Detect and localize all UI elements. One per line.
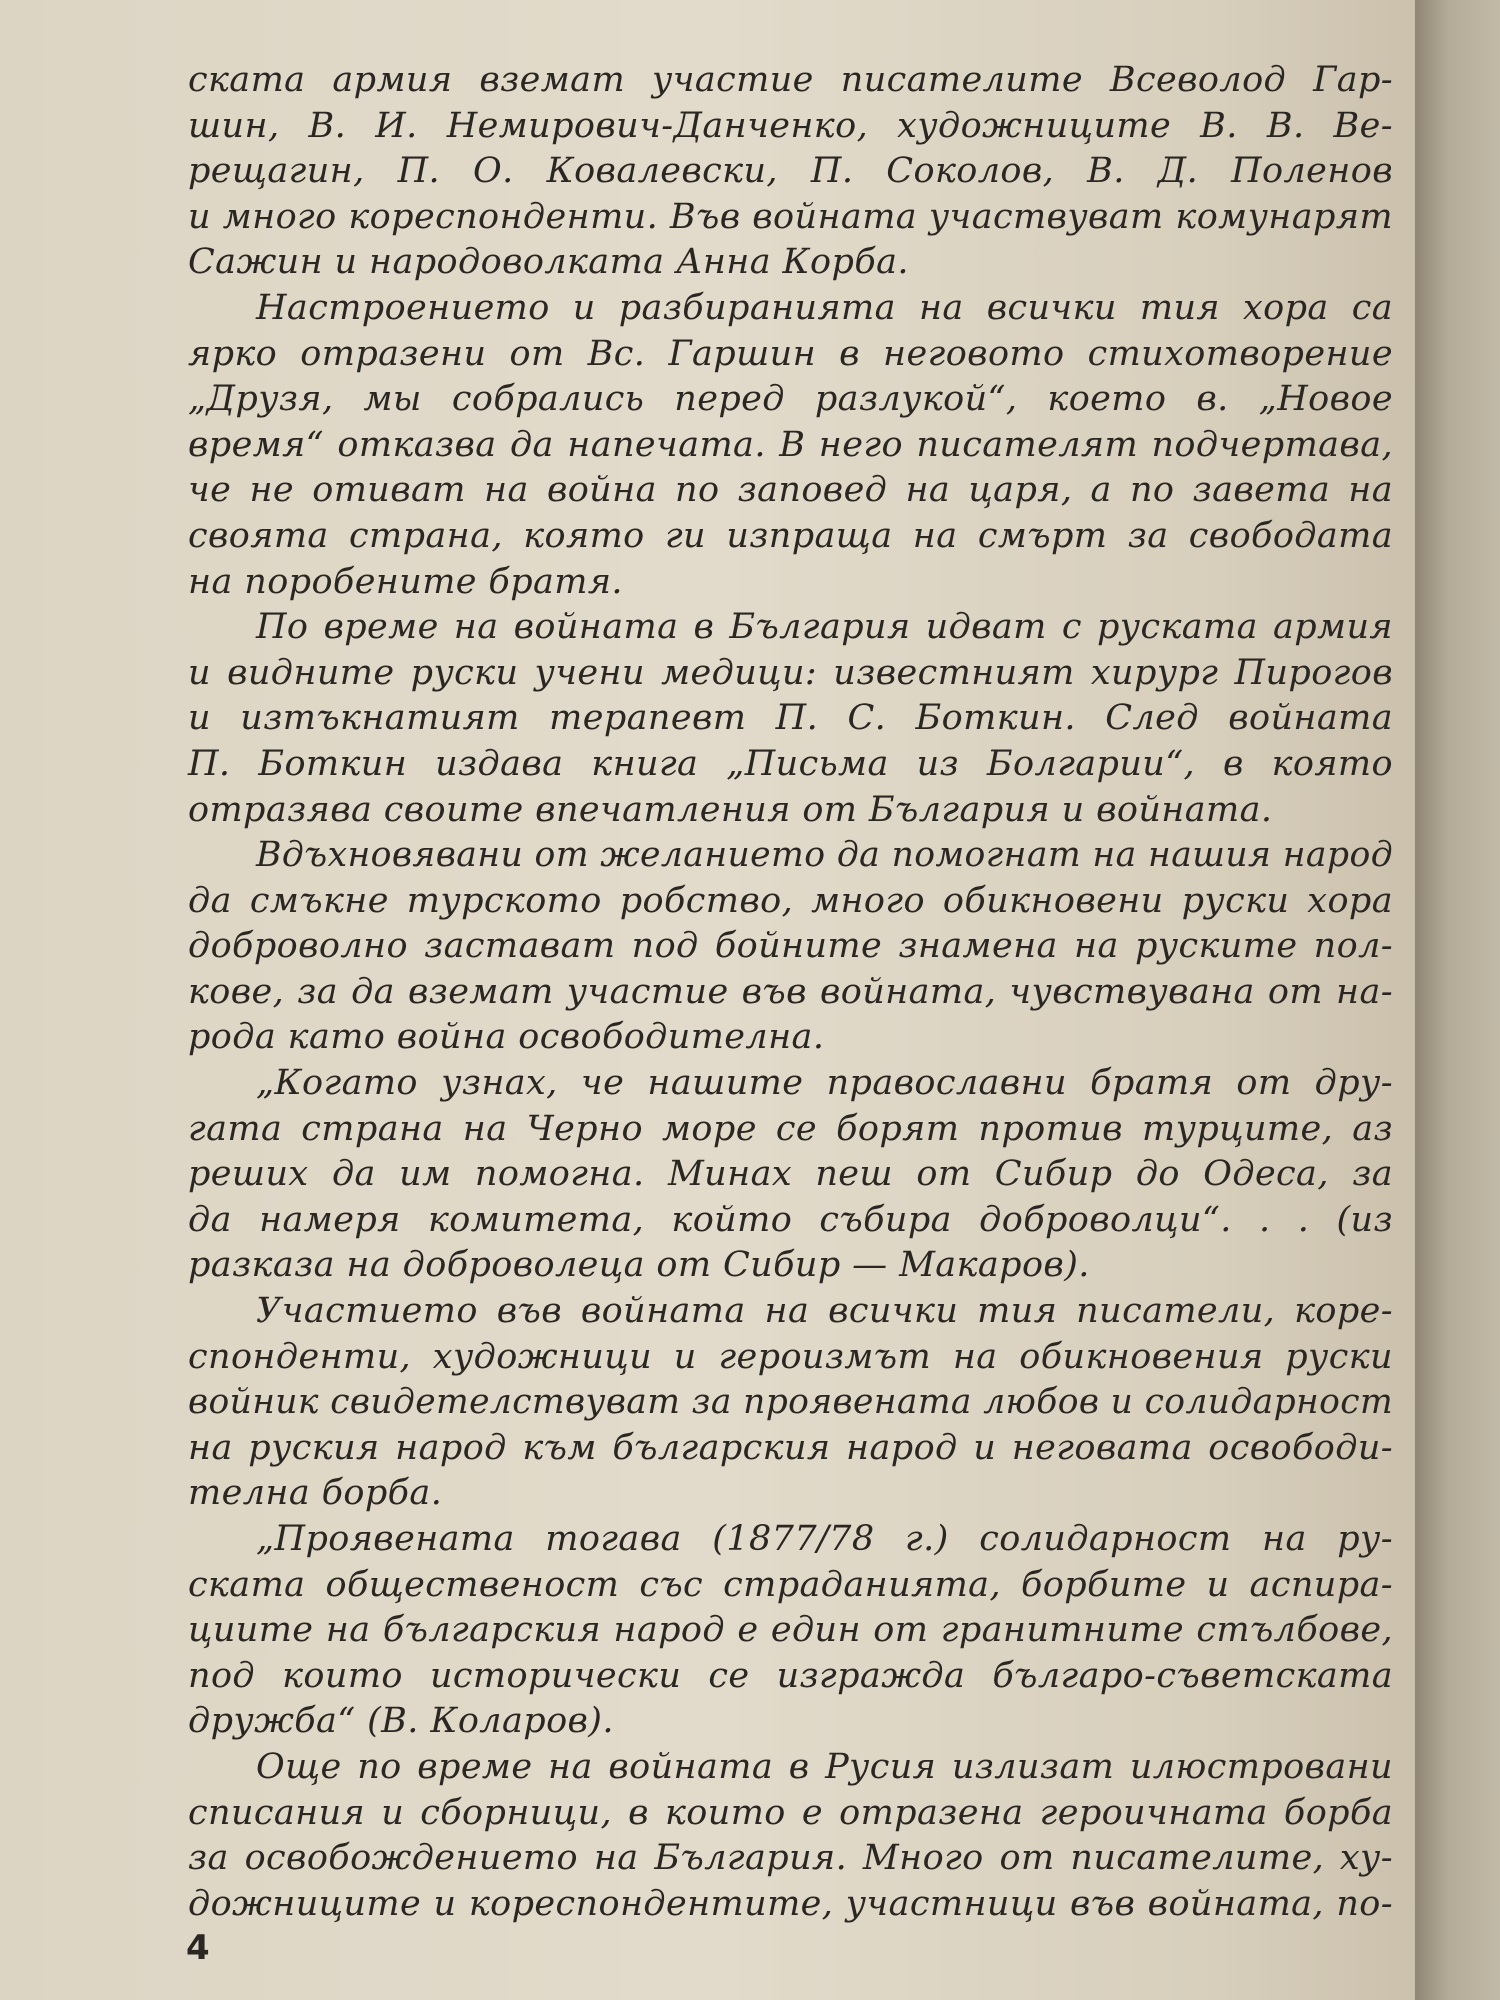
- text-line: списания и сборници, в които е отразена героичната борба: [188, 1792, 1393, 1833]
- page-edge: [1415, 0, 1500, 2000]
- text-line: гата страна на Черно море се борят против турците, аз: [188, 1108, 1393, 1149]
- text-line: и видните руски учени медици: известният хирург Пирогов: [188, 652, 1393, 693]
- text-line: доброволно застават под бойните знамена на руските пол-: [188, 926, 1393, 967]
- text-line: под които исторически се изгражда българо-съветската: [188, 1655, 1393, 1696]
- text-line: телна борба.: [188, 1473, 443, 1514]
- text-line: ярко отразени от Вс. Гаршин в неговото стихотворение: [188, 333, 1393, 374]
- text-line: и изтъкнатият терапевт П. С. Боткин. След войната: [188, 698, 1393, 739]
- text-line: че не отиват на война по заповед на царя, а по завета на: [188, 470, 1393, 511]
- text-line: да смъкне турското робство, много обикновени руски хора: [188, 880, 1393, 921]
- text-line: „Когато узнах, че нашите православни братя от дру-: [256, 1063, 1393, 1104]
- text-line: Вдъхновявани от желанието да помогнат на нашия народ: [256, 835, 1394, 876]
- text-line: „Проявената тогава (1877/78 г.) солидарност на ру-: [256, 1519, 1393, 1559]
- text-line: Още по време на войната в Русия излизат илюстровани: [256, 1746, 1393, 1787]
- text-line: своята страна, която ги изпраща на смърт за свободата: [188, 515, 1393, 556]
- text-line: „Друзя, мы собрались перед разлукой“, което в. „Новое: [188, 379, 1393, 420]
- text-line: за освобождението на България. Много от писателите, ху-: [188, 1838, 1393, 1879]
- text-line: циите на българския народ е един от гранитните стълбове,: [188, 1610, 1393, 1651]
- text-line: П. Боткин издава книга „Письма из Болгарии“, в която: [188, 743, 1393, 784]
- text-line: кове, за да вземат участие във войната, чувствувана от на-: [188, 971, 1393, 1012]
- text-line: По време на войната в България идват с руската армия: [256, 607, 1393, 648]
- text-line: шин, В. И. Немирович-Данченко, художниците В. В. Ве-: [188, 105, 1393, 146]
- text-line: ската общественост със страданията, борбите и аспира-: [188, 1564, 1393, 1605]
- text-line: реших да им помогна. Минах пеш от Сибир до Одеса, за: [188, 1154, 1393, 1195]
- text-line: время“ отказва да напечата. В него писателят подчертава,: [188, 424, 1393, 465]
- text-line: да намеря комитета, който събира доброволци“. . . (из: [188, 1199, 1393, 1240]
- text-line: разказа на доброволеца от Сибир — Макаров).: [188, 1245, 1090, 1286]
- text-line: на поробените братя.: [188, 561, 623, 602]
- text-line: Участието във войната на всички тия писатели, коре-: [256, 1291, 1393, 1332]
- body-text: [188, 58, 1393, 1927]
- page-number: 4: [186, 1928, 210, 1968]
- text-line: Сажин и народоволката Анна Корба.: [188, 242, 909, 283]
- text-line: рода като война освободителна.: [188, 1017, 825, 1058]
- text-line: дожниците и кореспондентите, участници във войната, по-: [188, 1883, 1393, 1924]
- text-line: на руския народ към българския народ и неговата освободи-: [188, 1427, 1393, 1468]
- text-line: и много кореспонденти. Във войната участвуват комунарят: [188, 196, 1393, 237]
- text-line: рещагин, П. О. Ковалевски, П. Соколов, В. Д. Поленов: [188, 151, 1393, 192]
- text-line: отразява своите впечатления от България и войната.: [188, 789, 1273, 830]
- text-line: Настроението и разбиранията на всички тия хора са: [256, 287, 1393, 328]
- text-line: войник свидетелствуват за проявената любов и солидарност: [188, 1382, 1394, 1423]
- text-line: спонденти, художници и героизмът на обикновения руски: [188, 1336, 1393, 1377]
- text-line: ската армия вземат участие писателите Всеволод Гар-: [188, 60, 1393, 100]
- text-line: дружба“ (В. Коларов).: [188, 1701, 614, 1742]
